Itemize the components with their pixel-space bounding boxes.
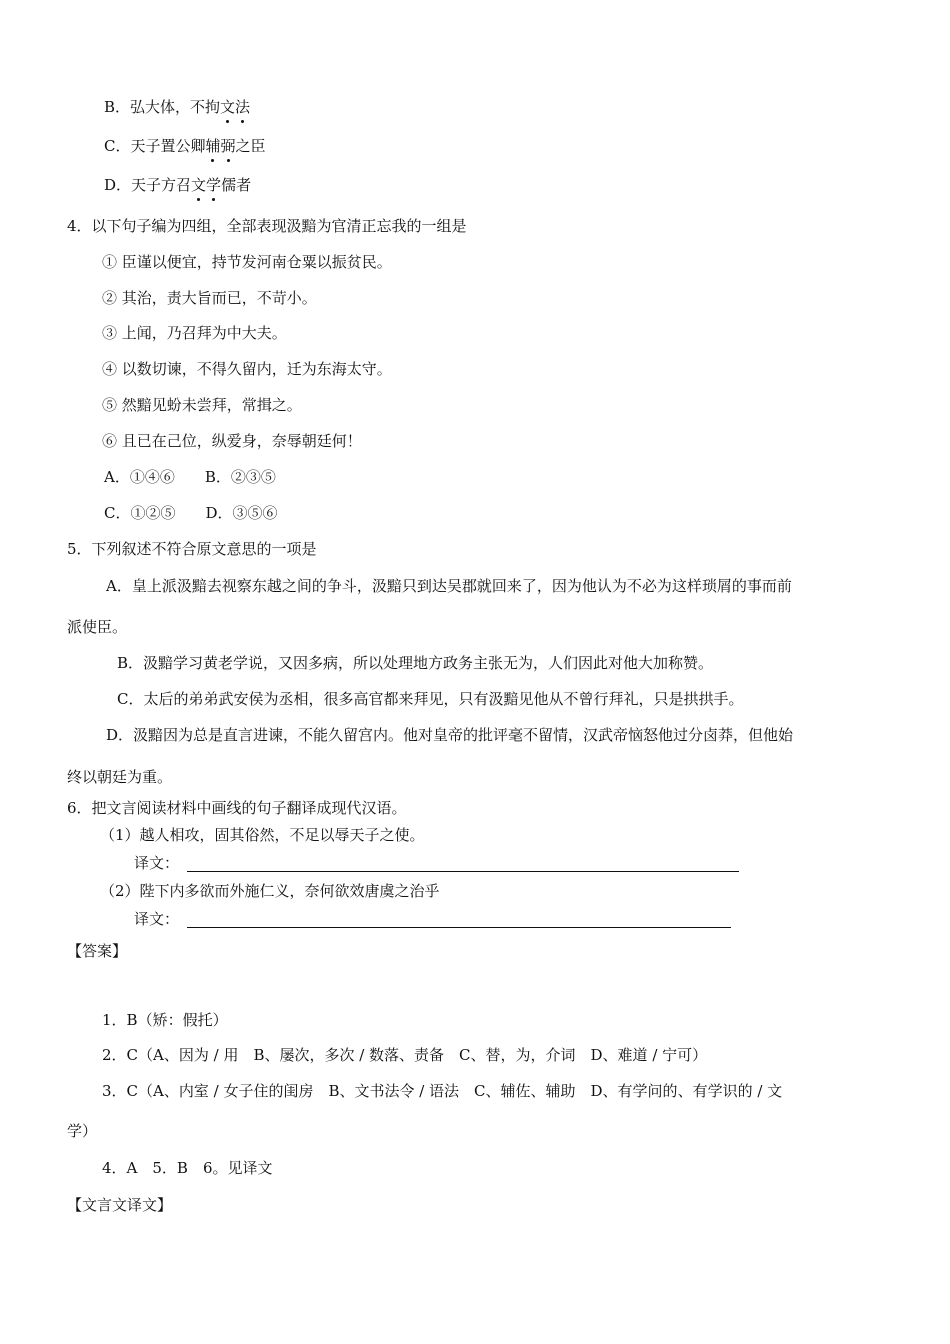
q5-option-b: B．汲黯学习黄老学说，又因多病，所以处理地方政务主张无为，人们因此对他大加称赞。	[117, 654, 714, 672]
q5-option-c: C．太后的弟弟武安侯为丞相，很多高官都来拜见，只有汲黯见他从不曾行拜礼，只是拱拱手。	[117, 690, 744, 708]
translation-heading: 【文言文译文】	[67, 1196, 173, 1214]
answer-1: 1．B（矫：假托）	[102, 1011, 228, 1029]
emphasis-dot-char: 文	[191, 176, 207, 194]
translation-blank-line[interactable]	[187, 927, 731, 928]
emphasis-dot-char: 学	[206, 176, 222, 194]
q4-item-5: ⑤ 然黯见蚡未尝拜，常揖之。	[102, 396, 302, 414]
emphasis-dot-char: 辅	[205, 137, 221, 155]
q3-option-d: D．天子方召文学儒者	[104, 176, 252, 194]
q5-option-d-line1: D．汲黯因为总是直言进谏，不能久留宫内。他对皇帝的批评毫不留情，汉武帝恼怒他过分卤莽，但他始	[106, 726, 794, 744]
emphasis-dot-char: 文	[220, 98, 236, 116]
q6-sentence-2: （2）陛下内多欲而外施仁义，奈何欲效唐虞之治乎	[100, 882, 440, 900]
q4-stem: 4．以下句子编为四组，全部表现汲黯为官清正忘我的一组是	[67, 217, 467, 235]
answer-2: 2．C（A、因为 / 用 B、屡次，多次 / 数落、责备 C、替，为，介词 D、难道 / 宁可）	[102, 1046, 708, 1064]
q5-stem: 5．下列叙述不符合原文意思的一项是	[67, 540, 317, 558]
q4-item-6: ⑥ 且已在己位，纵爱身，奈辱朝廷何！	[102, 432, 362, 450]
q6-stem: 6．把文言阅读材料中画线的句子翻译成现代汉语。	[67, 799, 407, 817]
q4-item-1: ① 臣谨以便宜，持节发河南仓粟以振贫民。	[102, 253, 392, 271]
q3-option-c: C．天子置公卿辅弼之臣	[104, 137, 266, 155]
emphasis-dot-char: 弼	[220, 137, 236, 155]
q6-translation-label-1: 译文：	[134, 854, 180, 872]
q6-translation-label-2: 译文：	[134, 910, 180, 928]
answer-heading: 【答案】	[67, 942, 128, 960]
answer-4: 4．A 5．B 6。见译文	[102, 1159, 273, 1177]
q6-sentence-1: （1）越人相攻，固其俗然，不足以辱天子之使。	[100, 826, 425, 844]
q4-options-row1: A．①④⑥ B．②③⑤	[104, 468, 276, 486]
q5-option-a-line2: 派使臣。	[67, 618, 128, 636]
q3-option-b: B．弘大体，不拘文法	[104, 98, 251, 116]
q4-item-4: ④ 以数切谏，不得久留内，迁为东海太守。	[102, 360, 392, 378]
q4-item-3: ③ 上闻，乃召拜为中大夫。	[102, 324, 287, 342]
translation-blank-line[interactable]	[187, 871, 739, 872]
answer-3-line1: 3．C（A、内室 / 女子住的闺房 B、文书法令 / 语法 C、辅佐、辅助 D、有学问的、有学识的 / 文	[102, 1082, 783, 1100]
q5-option-a-line1: A．皇上派汲黯去视察东越之间的争斗，汲黯只到达吴郡就回来了，因为他认为不必为这样琐屑的事而前	[106, 577, 792, 595]
emphasis-dot-char: 法	[235, 98, 251, 116]
answer-3-line2: 学）	[67, 1122, 98, 1140]
q4-options-row2: C．①②⑤ D．③⑤⑥	[104, 504, 278, 522]
q4-item-2: ② 其治，责大旨而已，不苛小。	[102, 289, 317, 307]
q5-option-d-line2: 终以朝廷为重。	[67, 768, 173, 786]
